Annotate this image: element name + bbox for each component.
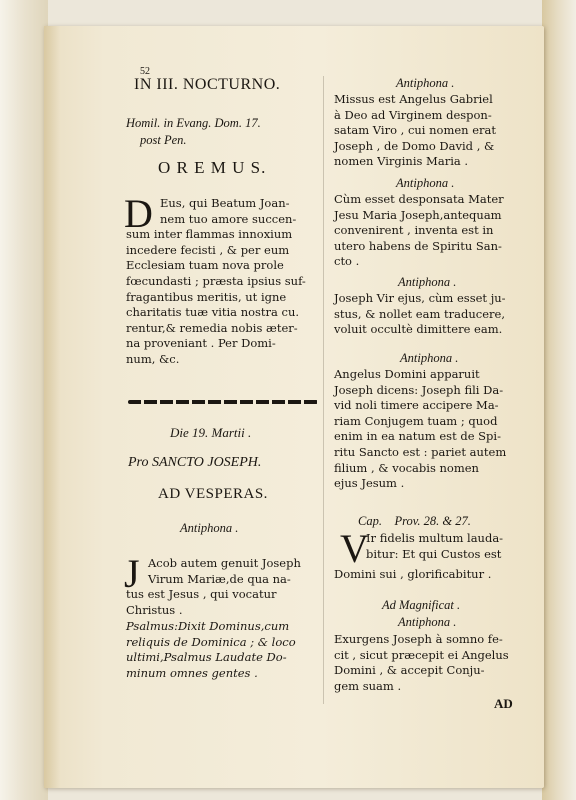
antiphon-line: à Deo ad Virginem despon- xyxy=(334,107,492,122)
antiphon-line: convenirent , inventa est in xyxy=(334,223,494,238)
prayer-indented xyxy=(160,196,296,227)
antiphon-line: Missus est Angelus Gabriel xyxy=(334,92,493,106)
antiphon-line: Acob autem genuit Joseph xyxy=(148,556,301,570)
psalmus-line: ultimi,Psalmus Laudate Do- xyxy=(126,650,287,665)
antiphon-line: filium , & vocabis nomen xyxy=(334,460,479,475)
prayer-line: charitatis tuæ vitia nostra cu. xyxy=(126,305,300,320)
prayer-line: fragantibus meritis, ut igne xyxy=(126,289,287,304)
antiphon-line: Jesu Maria Joseph,antequam xyxy=(334,207,502,222)
antiphon-line: Angelus Domini apparuit xyxy=(334,367,480,381)
antiphon-line: cit , sicut præcepit ei Angelus xyxy=(334,647,509,662)
antiphon-5-body xyxy=(334,632,509,694)
prayer-line: Ecclesiam tuam nova prole xyxy=(126,258,284,273)
antiphona-label: Antiphona . xyxy=(396,176,455,190)
antiphon-line: satam Viro , cui nomen erat xyxy=(334,123,497,138)
antiphon-2-body xyxy=(334,192,504,270)
oremus-heading: O R E M U S. xyxy=(158,158,267,177)
antiphon-line: gem suam . xyxy=(334,678,402,693)
capitulum-body xyxy=(334,567,491,583)
prayer-dropcap: D xyxy=(124,191,153,236)
antiphon-line: Cùm esset desponsata Mater xyxy=(334,192,504,206)
antiphon-line: ritu Sancto est : pariet autem xyxy=(334,444,507,459)
antiphon-line: Joseph Vir ejus, cùm esset ju- xyxy=(334,291,506,305)
antiphon-body xyxy=(126,587,277,618)
antiphon-line: enim in ea natum est de Spi- xyxy=(334,429,501,444)
prayer-line: num, &c. xyxy=(126,351,180,366)
antiphon-line: Joseph , de Domo David , & xyxy=(334,138,495,153)
prayer-line: rentur,& remedia nobis æter- xyxy=(126,320,298,335)
antiphon-3-body xyxy=(334,291,506,338)
antiphon-line: Domini , & accepit Conju- xyxy=(334,663,485,678)
page-number: 52 xyxy=(140,66,150,77)
antiphon-1-body xyxy=(334,92,496,170)
prayer-line: Eus, qui Beatum Joan- xyxy=(160,196,290,210)
antiphon-line: ejus Jesum . xyxy=(334,476,405,491)
antiphona-label: Antiphona . xyxy=(398,275,457,289)
antiphon-line: stus, & nollet eam traducere, xyxy=(334,306,505,321)
antiphona-label: Antiphona . xyxy=(400,351,459,365)
background-left xyxy=(0,0,48,800)
capitulum-line: Ir fidelis multum lauda- xyxy=(366,531,504,545)
antiphon-line: utero habens de Spiritu San- xyxy=(334,238,502,253)
ornamental-rule xyxy=(128,400,318,404)
psalmus-line: Psalmus:Dixit Dominus,cum xyxy=(126,619,290,633)
homily-ref-line-2: post Pen. xyxy=(140,133,187,147)
antiphon-line: Exurgens Joseph à somno fe- xyxy=(334,632,503,646)
psalmus-line: minum omnes gentes . xyxy=(126,665,258,680)
capitulum-line: bitur: Et qui Custos est xyxy=(366,546,502,561)
background-right xyxy=(542,0,576,800)
capitulum-line: Domini sui , glorificabitur . xyxy=(334,567,492,581)
catchword: AD xyxy=(494,696,513,711)
page-gutter xyxy=(44,26,60,788)
psalmus-rubric xyxy=(126,619,296,681)
prayer-line: fœcundasti ; præsta ipsius suf- xyxy=(126,273,306,288)
psalmus-line: reliquis de Dominica ; & loco xyxy=(126,634,296,649)
capitulum-heading: Cap. Prov. 28. & 27. xyxy=(358,514,471,528)
capitulum-indented xyxy=(366,531,503,562)
antiphon-indented xyxy=(148,556,301,587)
feast-title: Pro SANCTO JOSEPH. xyxy=(128,455,262,470)
antiphon-line: voluit occultè dimittere eam. xyxy=(334,322,503,337)
magnificat-heading: Ad Magnificat . xyxy=(382,598,461,612)
antiphon-line: Christus . xyxy=(126,602,183,617)
feast-date: Die 19. Martii . xyxy=(170,425,252,440)
capitulum-dropcap: V xyxy=(340,526,369,571)
antiphona-label: Antiphona . xyxy=(398,615,457,629)
running-head: IN III. NOCTURNO. xyxy=(134,76,281,93)
antiphon-line: Virum Mariæ,de qua na- xyxy=(148,571,291,586)
homily-ref-line-1: Homil. in Evang. Dom. 17. xyxy=(126,116,261,130)
antiphon-dropcap: J xyxy=(124,551,140,596)
antiphona-label: Antiphona . xyxy=(396,76,455,90)
column-divider xyxy=(323,76,324,704)
antiphon-4-body xyxy=(334,367,506,492)
prayer-line: incedere fecisti , & per eum xyxy=(126,242,290,257)
antiphon-line: riam Conjugem tuam ; quod xyxy=(334,413,498,428)
antiphon-line: Joseph dicens: Joseph fili Da- xyxy=(334,382,504,397)
antiphon-line: cto . xyxy=(334,254,360,269)
antiphona-label: Antiphona . xyxy=(180,521,239,535)
prayer-line: na proveniant . Per Domi- xyxy=(126,336,276,351)
antiphon-line: nomen Virginis Maria . xyxy=(334,154,469,169)
antiphon-line: vid noli timere accipere Ma- xyxy=(334,398,499,413)
prayer-line: nem tuo amore succen- xyxy=(160,211,297,226)
antiphon-line: tus est Jesus , qui vocatur xyxy=(126,587,277,602)
prayer-line: sum inter flammas innoxium xyxy=(126,227,293,242)
prayer-body xyxy=(126,227,306,367)
ad-vesperas-heading: AD VESPERAS. xyxy=(158,486,268,502)
